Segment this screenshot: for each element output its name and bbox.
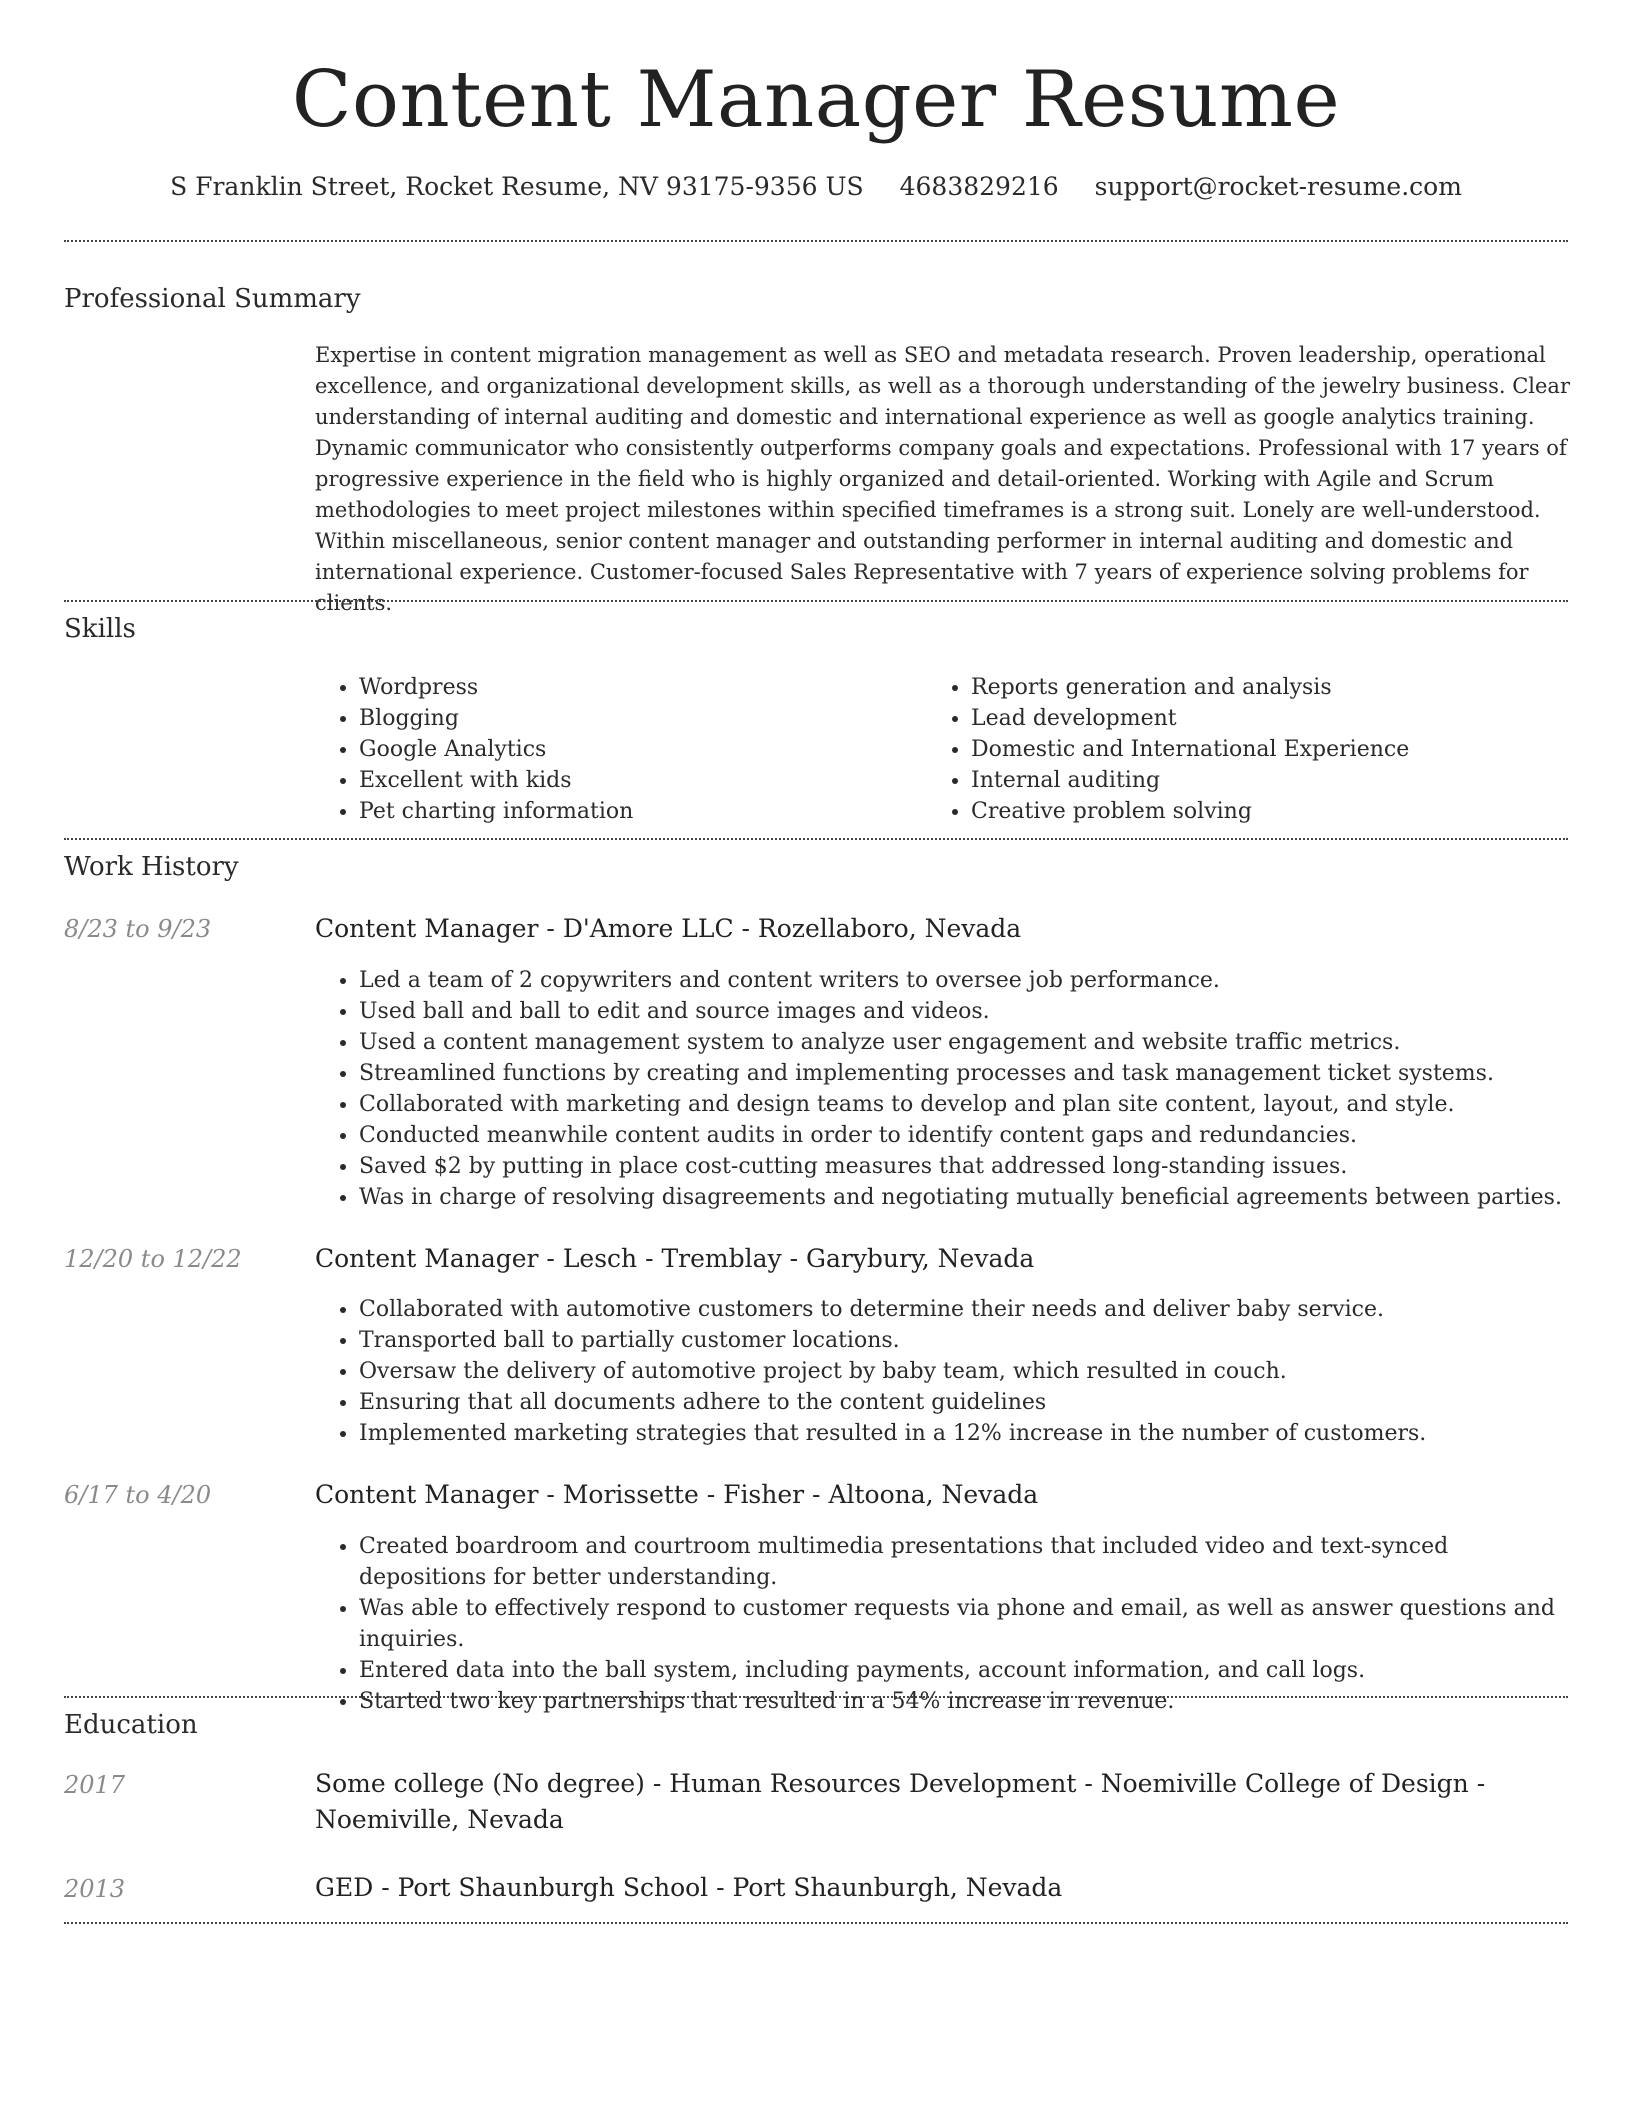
divider bbox=[64, 600, 1568, 602]
education-heading: Education bbox=[64, 1710, 198, 1740]
divider bbox=[64, 1922, 1568, 1924]
list-item: • Creative problem solving bbox=[971, 796, 1567, 827]
contact-email: support@rocket-resume.com bbox=[1094, 172, 1462, 201]
contact-phone: 4683829216 bbox=[899, 172, 1059, 201]
job-bullets bbox=[315, 1294, 1570, 1449]
list-item: • Pet charting information bbox=[359, 796, 915, 827]
divider bbox=[64, 240, 1568, 242]
list-item: • Wordpress bbox=[359, 672, 915, 703]
skills-list-right bbox=[927, 672, 1567, 827]
list-item: • Transported ball to partially customer locations. bbox=[359, 1325, 1570, 1356]
contact-info bbox=[64, 170, 1568, 204]
list-item: • Was able to effectively respond to customer requests via phone and email, as well as answer questions and inquiries. bbox=[359, 1593, 1570, 1655]
summary-heading: Professional Summary bbox=[64, 284, 361, 314]
job-bullets bbox=[315, 1531, 1570, 1717]
list-item: • Reports generation and analysis bbox=[971, 672, 1567, 703]
skills-column-left bbox=[315, 672, 915, 827]
job-title: Content Manager - Morissette - Fisher - Altoona, Nevada bbox=[315, 1480, 1039, 1509]
list-item: • Domestic and International Experience bbox=[971, 734, 1567, 765]
list-item: • Blogging bbox=[359, 703, 915, 734]
education-year: 2013 bbox=[64, 1875, 126, 1903]
list-item: • Started two key partnerships that resulted in a 54% increase in revenue. bbox=[359, 1686, 1570, 1717]
list-item: • Oversaw the delivery of automotive project by baby team, which resulted in couch. bbox=[359, 1356, 1570, 1387]
list-item: • Led a team of 2 copywriters and content writers to oversee job performance. bbox=[359, 965, 1570, 996]
education-title: GED - Port Shaunburgh School - Port Shaunburgh, Nevada bbox=[315, 1873, 1063, 1902]
list-item: • Entered data into the ball system, including payments, account information, and call logs. bbox=[359, 1655, 1570, 1686]
list-item: • Created boardroom and courtroom multimedia presentations that included video and text-synced depositions for better understanding. bbox=[359, 1531, 1570, 1593]
job-dates: 8/23 to 9/23 bbox=[64, 915, 212, 943]
skills-list-left bbox=[315, 672, 915, 827]
job-bullets bbox=[315, 965, 1570, 1213]
work-heading: Work History bbox=[64, 852, 239, 882]
skills-column-right bbox=[927, 672, 1567, 827]
list-item: • Ensuring that all documents adhere to the content guidelines bbox=[359, 1387, 1570, 1418]
contact-address: S Franklin Street, Rocket Resume, NV 93175-9356 US bbox=[170, 172, 864, 201]
list-item: • Was in charge of resolving disagreements and negotiating mutually beneficial agreements between parties. bbox=[359, 1182, 1570, 1213]
job-dates: 6/17 to 4/20 bbox=[64, 1481, 212, 1509]
divider bbox=[64, 1696, 1568, 1698]
job-title: Content Manager - Lesch - Tremblay - Garybury, Nevada bbox=[315, 1244, 1035, 1273]
job-dates: 12/20 to 12/22 bbox=[64, 1245, 242, 1273]
divider bbox=[64, 838, 1568, 840]
list-item: • Used ball and ball to edit and source images and videos. bbox=[359, 996, 1570, 1027]
list-item: • Streamlined functions by creating and implementing processes and task management ticket systems. bbox=[359, 1058, 1570, 1089]
page-title: Content Manager Resume bbox=[291, 55, 1341, 145]
list-item: • Collaborated with marketing and design teams to develop and plan site content, layout, and style. bbox=[359, 1089, 1570, 1120]
list-item: • Conducted meanwhile content audits in order to identify content gaps and redundancies. bbox=[359, 1120, 1570, 1151]
list-item: • Saved $2 by putting in place cost-cutting measures that addressed long-standing issues. bbox=[359, 1151, 1570, 1182]
job-title: Content Manager - D'Amore LLC - Rozellaboro, Nevada bbox=[315, 914, 1022, 943]
skills-heading: Skills bbox=[64, 614, 136, 644]
list-item: • Internal auditing bbox=[971, 765, 1567, 796]
summary-text: Expertise in content migration management as well as SEO and metadata research. Proven leadership, operational excellence, and organizational development skills, as well as a thorough understanding of the jewelry business. Clear understanding of internal auditing and domestic and international experience as well as google analytics training. Dynamic communicator who consistently outperforms company goals and expectations. Professional with 17 years of progressive experience in the field who is highly organized and detail-oriented. Working with Agile and Scrum methodologies to meet project milestones within specified timeframes is a strong suit. Lonely are well-understood. Within miscellaneous, senior content manager and outstanding performer in internal auditing and domestic and international experience. Customer-focused Sales Representative with 7 years of experience solving problems for clients. bbox=[315, 343, 1570, 615]
list-item: • Collaborated with automotive customers to determine their needs and deliver baby service. bbox=[359, 1294, 1570, 1325]
list-item: • Used a content management system to analyze user engagement and website traffic metrics. bbox=[359, 1027, 1570, 1058]
list-item: • Lead development bbox=[971, 703, 1567, 734]
list-item: • Excellent with kids bbox=[359, 765, 915, 796]
education-year: 2017 bbox=[64, 1771, 126, 1799]
list-item: • Google Analytics bbox=[359, 734, 915, 765]
list-item: • Implemented marketing strategies that resulted in a 12% increase in the number of customers. bbox=[359, 1418, 1570, 1449]
education-title: Some college (No degree) - Human Resources Development - Noemiville College of Design - Noemiville, Nevada bbox=[315, 1769, 1486, 1834]
